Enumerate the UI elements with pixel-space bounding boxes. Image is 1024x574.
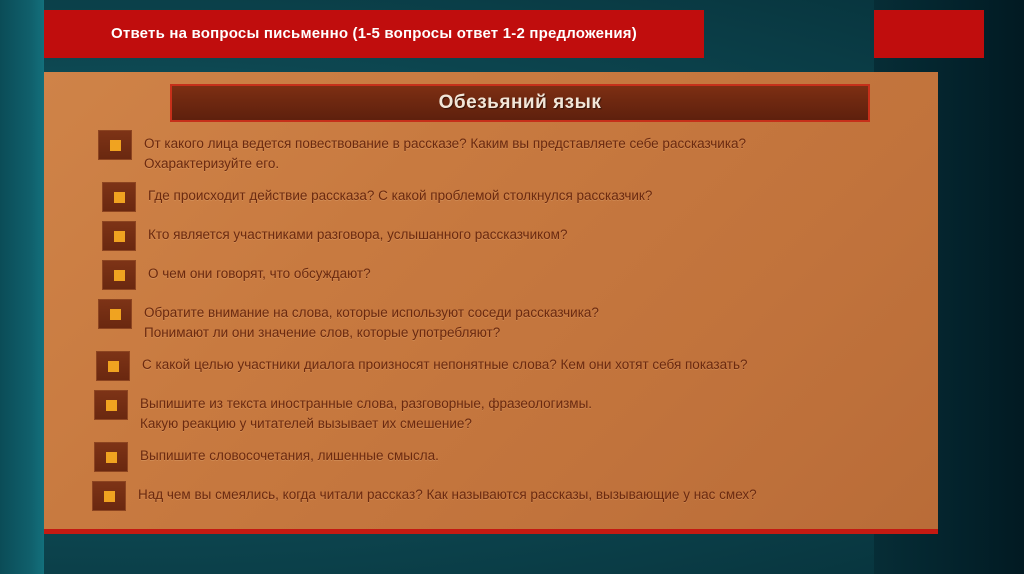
panel-header — [170, 84, 870, 122]
square-bullet-icon — [94, 442, 128, 472]
question-text — [144, 299, 599, 342]
question-line: Понимают ли они значение слов, которые употребляют? — [144, 324, 501, 340]
question-text — [148, 182, 652, 206]
square-bullet-icon — [96, 351, 130, 381]
list-item — [44, 260, 938, 290]
question-line: С какой целью участники диалога произносят непонятные слова? Кем они хотят себя показать? — [142, 357, 748, 373]
list-item — [44, 390, 938, 433]
question-line: Какую реакцию у читателей вызывает их смешение? — [140, 415, 472, 431]
question-line: Обратите внимание на слова, которые используют соседи рассказчика? — [144, 305, 599, 321]
question-line: Охарактеризуйте его. — [144, 155, 280, 171]
question-text — [148, 260, 371, 284]
left-accent-stripe — [0, 0, 44, 574]
title-banner-text: Ответь на вопросы письменно (1-5 вопросы ответ 1-2 предложения) — [111, 24, 637, 42]
content-panel — [44, 72, 938, 534]
list-item — [44, 299, 938, 342]
question-line: Над чем вы смеялись, когда читали рассказ? Как называются рассказы, вызывающие у нас смех? — [138, 487, 757, 503]
question-line: Выпишите из текста иностранные слова, разговорные, фразеологизмы. — [140, 396, 593, 412]
panel-header-text: Обезьяний язык — [438, 92, 602, 113]
question-text — [140, 442, 439, 466]
square-bullet-icon — [102, 182, 136, 212]
list-item — [44, 351, 938, 381]
square-bullet-icon — [92, 481, 126, 511]
square-bullet-icon — [102, 260, 136, 290]
question-text — [138, 481, 757, 505]
square-bullet-icon — [98, 130, 132, 160]
question-line: Выпишите словосочетания, лишенные смысла. — [140, 448, 439, 464]
square-bullet-icon — [102, 221, 136, 251]
title-banner-accent-block — [874, 10, 984, 58]
list-item — [44, 182, 938, 212]
question-line: Где происходит действие рассказа? С какой проблемой столкнулся рассказчик? — [148, 188, 653, 204]
square-bullet-icon — [98, 299, 132, 329]
question-text — [144, 130, 746, 173]
list-item — [44, 130, 938, 173]
question-text — [140, 390, 592, 433]
list-item — [44, 442, 938, 472]
question-text — [142, 351, 748, 375]
question-text — [148, 221, 567, 245]
question-line: О чем они говорят, что обсуждают? — [148, 266, 371, 282]
question-line: От какого лица ведется повествование в рассказе? Каким вы представляете себе рассказчика? — [144, 136, 747, 151]
list-item — [44, 221, 938, 251]
title-banner — [44, 10, 704, 58]
question-list — [44, 130, 938, 520]
square-bullet-icon — [94, 390, 128, 420]
question-line: Кто является участниками разговора, услышанного рассказчиком? — [148, 227, 568, 243]
list-item — [44, 481, 938, 511]
